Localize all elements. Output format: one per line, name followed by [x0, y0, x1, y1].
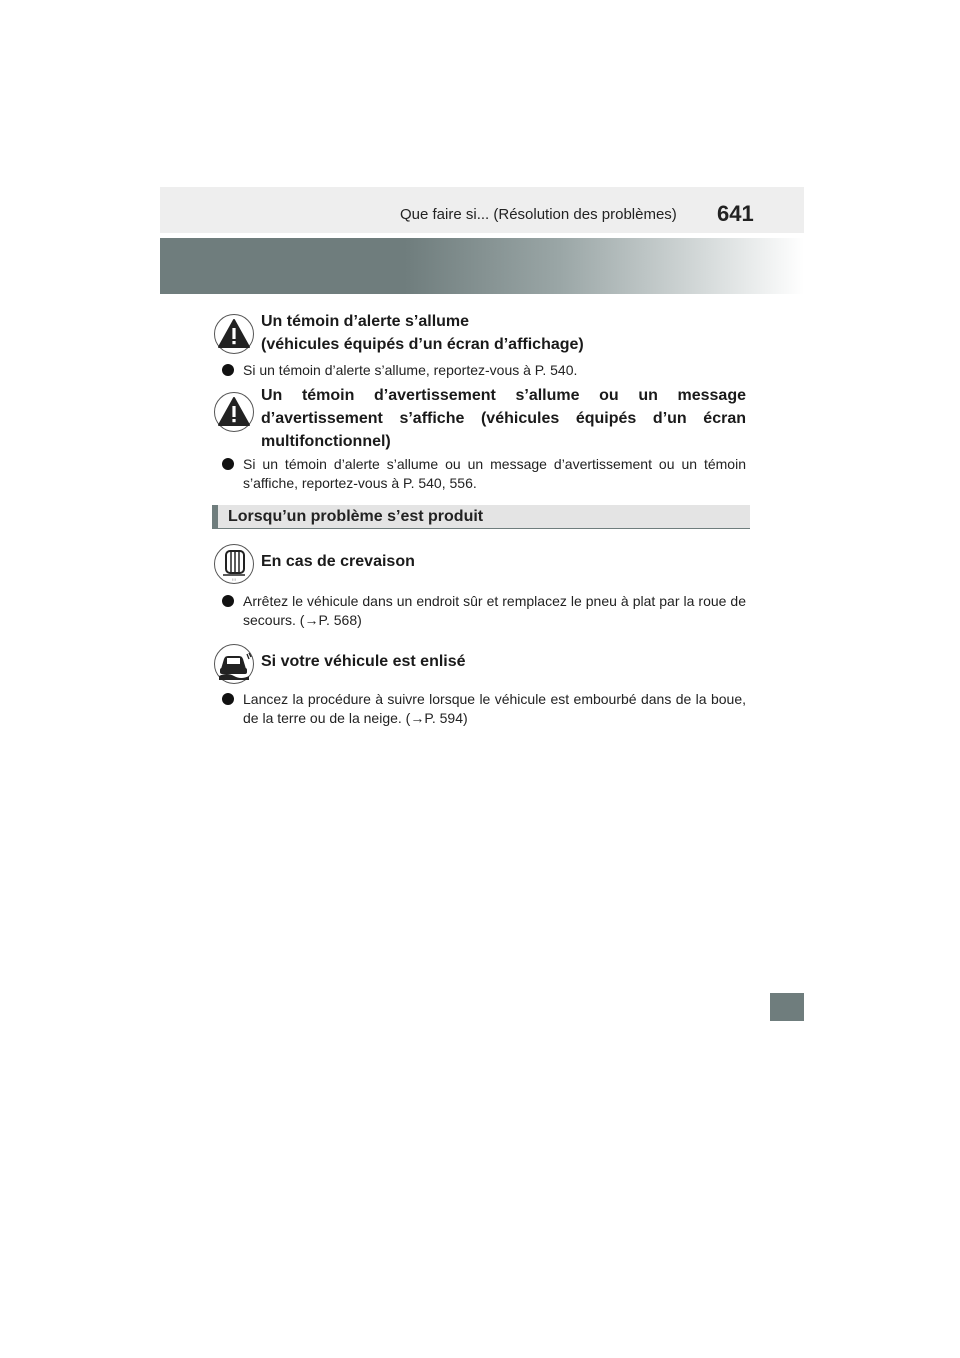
- bullet-dot: [222, 693, 234, 705]
- item-heading: En cas de crevaison: [261, 553, 415, 570]
- warning-triangle-icon: [214, 392, 254, 432]
- section-header: [212, 505, 750, 529]
- page-number: 641: [717, 201, 754, 226]
- list-item: [222, 455, 746, 493]
- list-item: [222, 592, 746, 630]
- item-heading: Un témoin d’avertissement s’allume ou un message d’avertissement s’affiche (véhicules équipés d’un écran multifonctionnel): [261, 387, 746, 450]
- tire-icon: [214, 544, 254, 584]
- section-title: Lorsqu’un problème s’est produit: [228, 508, 484, 525]
- bullet-dot: [222, 595, 234, 607]
- bullet-text: Si un témoin d’alerte s’allume, reportez-vous à P. 540.: [243, 362, 578, 378]
- item-heading: Un témoin d’alerte s’allume (véhicules équipés d’un écran d’affichage): [261, 313, 584, 353]
- list-item: [222, 690, 746, 728]
- list-item: [222, 361, 746, 380]
- chapter-tab: [770, 993, 804, 1021]
- bullet-dot: [222, 458, 234, 470]
- svg-text:! !: ! !: [232, 577, 236, 582]
- item-heading: Si votre véhicule est enlisé: [261, 653, 466, 670]
- stuck-vehicle-icon: [214, 644, 254, 684]
- bullet-text: Si un témoin d’alerte s’allume ou un message d’avertissement ou un témoin s’affiche, reportez-vous à P. 540, 556.: [243, 456, 746, 491]
- bullet-text: Arrêtez le véhicule dans un endroit sûr et remplacez le pneu à plat par la roue de secours. (→P. 568): [243, 593, 746, 628]
- decorative-band: [160, 238, 804, 294]
- chapter-title: Que faire si... (Résolution des problèmes): [400, 206, 677, 223]
- bullet-dot: [222, 364, 234, 376]
- bullet-text: Lancez la procédure à suivre lorsque le véhicule est embourbé dans de la boue, de la terre ou de la neige. (→P. 594): [243, 691, 746, 726]
- warning-triangle-icon: [214, 314, 254, 354]
